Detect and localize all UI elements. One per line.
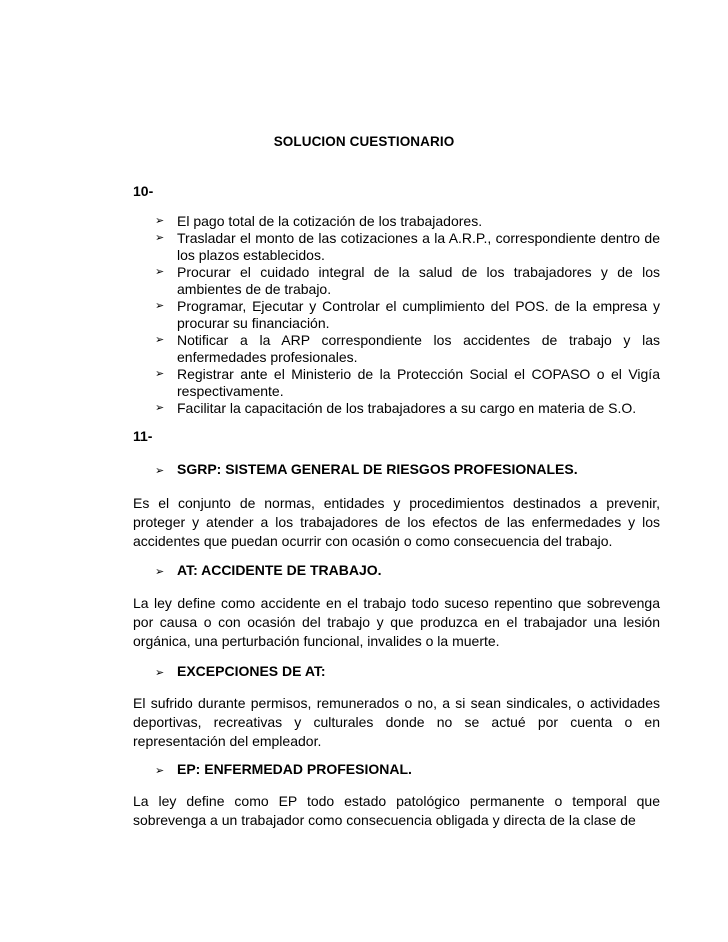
ep-paragraph: La ley define como EP todo estado patológico permanente o temporal que sobrevenga a un trabajador como consecuencia obligada y directa de la clase de	[133, 793, 660, 828]
list-item: ➢ Notificar a la ARP correspondiente los accidentes de trabajo y las enfermedades profesionales.	[155, 332, 660, 365]
arrow-bullet-icon: ➢	[155, 465, 165, 477]
exc-heading: ➢ EXCEPCIONES DE AT:	[155, 663, 326, 682]
arrow-bullet-icon: ➢	[155, 368, 165, 380]
arrow-bullet-icon: ➢	[155, 334, 165, 346]
list-item: ➢ El pago total de la cotización de los trabajadores.	[155, 213, 483, 229]
arrow-bullet-icon: ➢	[155, 566, 165, 578]
arrow-bullet-icon: ➢	[155, 266, 165, 278]
arrow-bullet-icon: ➢	[155, 215, 165, 227]
list-item: ➢ Registrar ante el Ministerio de la Protección Social el COPASO o el Vigía respectivamente.	[155, 366, 660, 399]
at-heading: ➢ AT: ACCIDENTE DE TRABAJO.	[155, 562, 382, 581]
exc-paragraph: El sufrido durante permisos, remunerados o no, a si sean sindicales, o actividades deportivas, recreativas y culturales donde no se actué por cuenta o en representación del empleador.	[133, 695, 660, 749]
list-item: ➢ Trasladar el monto de las cotizaciones a la A.R.P., correspondiente dentro de los plazos establecidos.	[155, 230, 660, 263]
list-item: ➢ Procurar el cuidado integral de la salud de los trabajadores y de los ambientes de de trabajo.	[155, 264, 660, 297]
sgrp-paragraph: Es el conjunto de normas, entidades y procedimientos destinados a prevenir, proteger y atender a los trabajadores de los efectos de las enfermedades y los accidentes que puedan ocurrir con ocasión o como consecuencia del trabajo.	[133, 495, 660, 549]
arrow-bullet-icon: ➢	[155, 232, 165, 244]
arrow-bullet-icon: ➢	[155, 300, 165, 312]
list-item: ➢ Facilitar la capacitación de los trabajadores a su cargo en materia de S.O.	[155, 400, 637, 416]
arrow-bullet-icon: ➢	[155, 765, 165, 777]
arrow-bullet-icon: ➢	[155, 667, 165, 679]
question-number-11: 11-	[133, 428, 153, 444]
page-title: SOLUCION CUESTIONARIO	[273, 134, 455, 149]
list-10	[155, 213, 660, 417]
question-number-10: 10-	[133, 183, 154, 199]
arrow-bullet-icon: ➢	[155, 402, 165, 414]
sgrp-heading: ➢ SGRP: SISTEMA GENERAL DE RIESGOS PROFESIONALES.	[155, 461, 578, 480]
at-paragraph: La ley define como accidente en el trabajo todo suceso repentino que sobrevenga por causa o con ocasión del trabajo y que produzca en el trabajador una lesión orgánica, una perturbación funcional, invalides o la muerte.	[133, 595, 660, 649]
list-item: ➢ Programar, Ejecutar y Controlar el cumplimiento del POS. de la empresa y procurar su financiación.	[155, 298, 660, 331]
ep-heading: ➢ EP: ENFERMEDAD PROFESIONAL.	[155, 761, 412, 780]
